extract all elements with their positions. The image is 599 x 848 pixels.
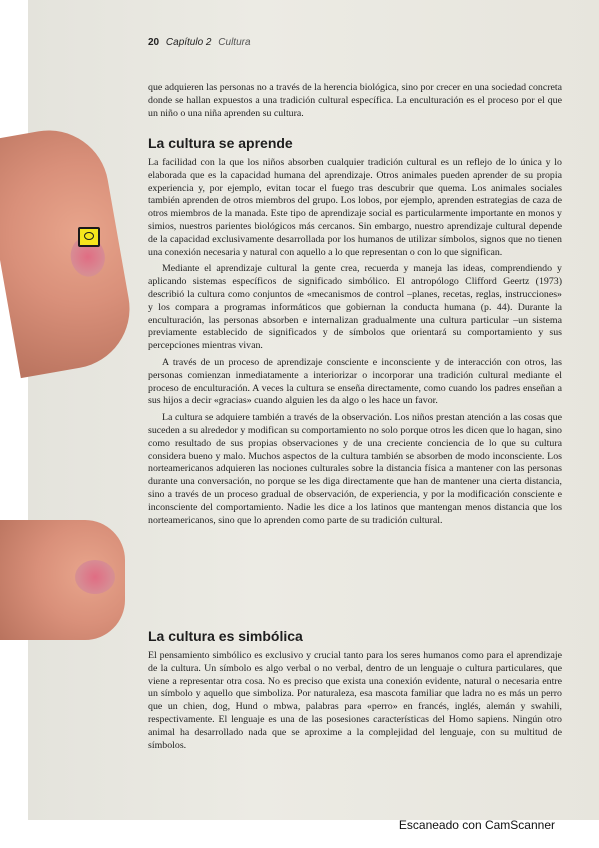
intro-paragraph: que adquieren las personas no a través de la herencia biológica, sino por crecer en una sociedad concreta donde se hallan expuestos a una tradición cultural específica. La enculturación es el proceso por el que un niño o una niña aprenden su cultura. bbox=[148, 82, 562, 119]
paragraph: El pensamiento simbólico es exclusivo y crucial tanto para los seres humanos como para el aprendizaje de la cultura. Un símbolo es algo verbal o no verbal, dentro de un lenguaje o cultura particulares, que viene a representar otra cosa. No es preciso que exista una conexión evidente, natural o necesaria entre un símbolo y aquello que simboliza. Por naturaleza, esa mascota familiar que ladra no es más un perro que un chien, dog, Hund o mbwa, palabras para «perro» en francés, inglés, alemán y swahili, respectivamente. El lenguaje es una de las posesiones características del Homo sapiens. Ningún otro animal ha desarrollado nada que se aproxime a la complejidad del lenguaje, con su multitud de símbolos. bbox=[148, 650, 562, 751]
chapter-label: Capítulo 2 bbox=[165, 37, 212, 48]
section-heading-symbolic: La cultura es simbólica bbox=[148, 628, 303, 644]
section-body-learned bbox=[148, 157, 562, 527]
paragraph: La facilidad con la que los niños absorben cualquier tradición cultural es un reflejo de lo única y lo elaborada que es la capacidad humana del aprendizaje. Otros animales pueden aprender de su propia experiencia y, por ejemplo, evitan tocar el fuego tras descubrir que quema. Los animales sociales también aprenden de otros miembros del grupo. Los lobos, por ejemplo, aprenden estrategias de caza de otros miembros de la manada. Este tipo de aprendizaje social es particularmente importante en monos y simios, nuestros parientes biológicos más cercanos. Sin embargo, nuestro aprendizaje cultural depende de la capacidad exclusivamente desarrollada por los humanos de utilizar símbolos, signos que no tienen una conexión necesaria y natural con aquello a lo que representan o con lo que significan. bbox=[148, 157, 562, 258]
page-header bbox=[148, 37, 251, 48]
intro-paragraph-block bbox=[148, 82, 562, 120]
section-label: Cultura bbox=[218, 37, 251, 48]
page-number: 20 bbox=[148, 37, 160, 48]
section-heading-learned: La cultura se aprende bbox=[148, 135, 293, 151]
paragraph: A través de un proceso de aprendizaje consciente e inconsciente y de interacción con otros, las personas comienzan inmediatamente a interiorizar o incorporar una tradición cultural mediante el proceso de enculturación. A veces la cultura se enseña directamente, como cuando los padres enseñan a sus hijos a decir «gracias» cuando alguien les da algo o les hace un favor. bbox=[148, 356, 562, 407]
comment-icon[interactable] bbox=[78, 227, 100, 247]
thumb-bottom bbox=[0, 520, 125, 640]
paragraph: La cultura se adquiere también a través de la observación. Los niños prestan atención a las cosas que suceden a su alrededor y modifican su comportamiento no solo porque otros les dicen que lo hagan, sino como resultado de sus propias observaciones y de una creciente conciencia de lo que su cultura considera bueno y malo. Muchos aspectos de la cultura también se absorben de modo inconsciente. Los norteamericanos adquieren las nociones culturales sobre la distancia física a mantener con las personas durante una conversación, no porque se les diga directamente que han de mantener una cierta distancia, sino a través de un proceso gradual de observación, de experiencia, y por la modificación consciente e inconsciente del comportamiento. Nadie les dice a los latinos que mantengan menos distancia que los norteamericanos, sino que lo aprenden como parte de su tradición cultural. bbox=[148, 412, 562, 526]
section-body-symbolic bbox=[148, 650, 562, 752]
scanner-watermark: Escaneado con CamScanner bbox=[398, 818, 555, 832]
paragraph: Mediante el aprendizaje cultural la gente crea, recuerda y maneja las ideas, comprendiendo y aplicando sistemas específicos de significado simbólico. El antropólogo Clifford Geertz (1973) describió la cultura como conjuntos de «mecanismos de control –planes, recetas, reglas, instrucciones» y los compara a programas informáticos que gobiernan la conducta humana (p. 44). Durante la enculturación, las personas absorben e internalizan gradualmente una cultura particular –un sistema previamente establecido de significados y de símbolos que orientará su comportamiento y sus percepciones mientras vivan. bbox=[148, 263, 562, 352]
thumbnail-bottom bbox=[75, 560, 115, 594]
